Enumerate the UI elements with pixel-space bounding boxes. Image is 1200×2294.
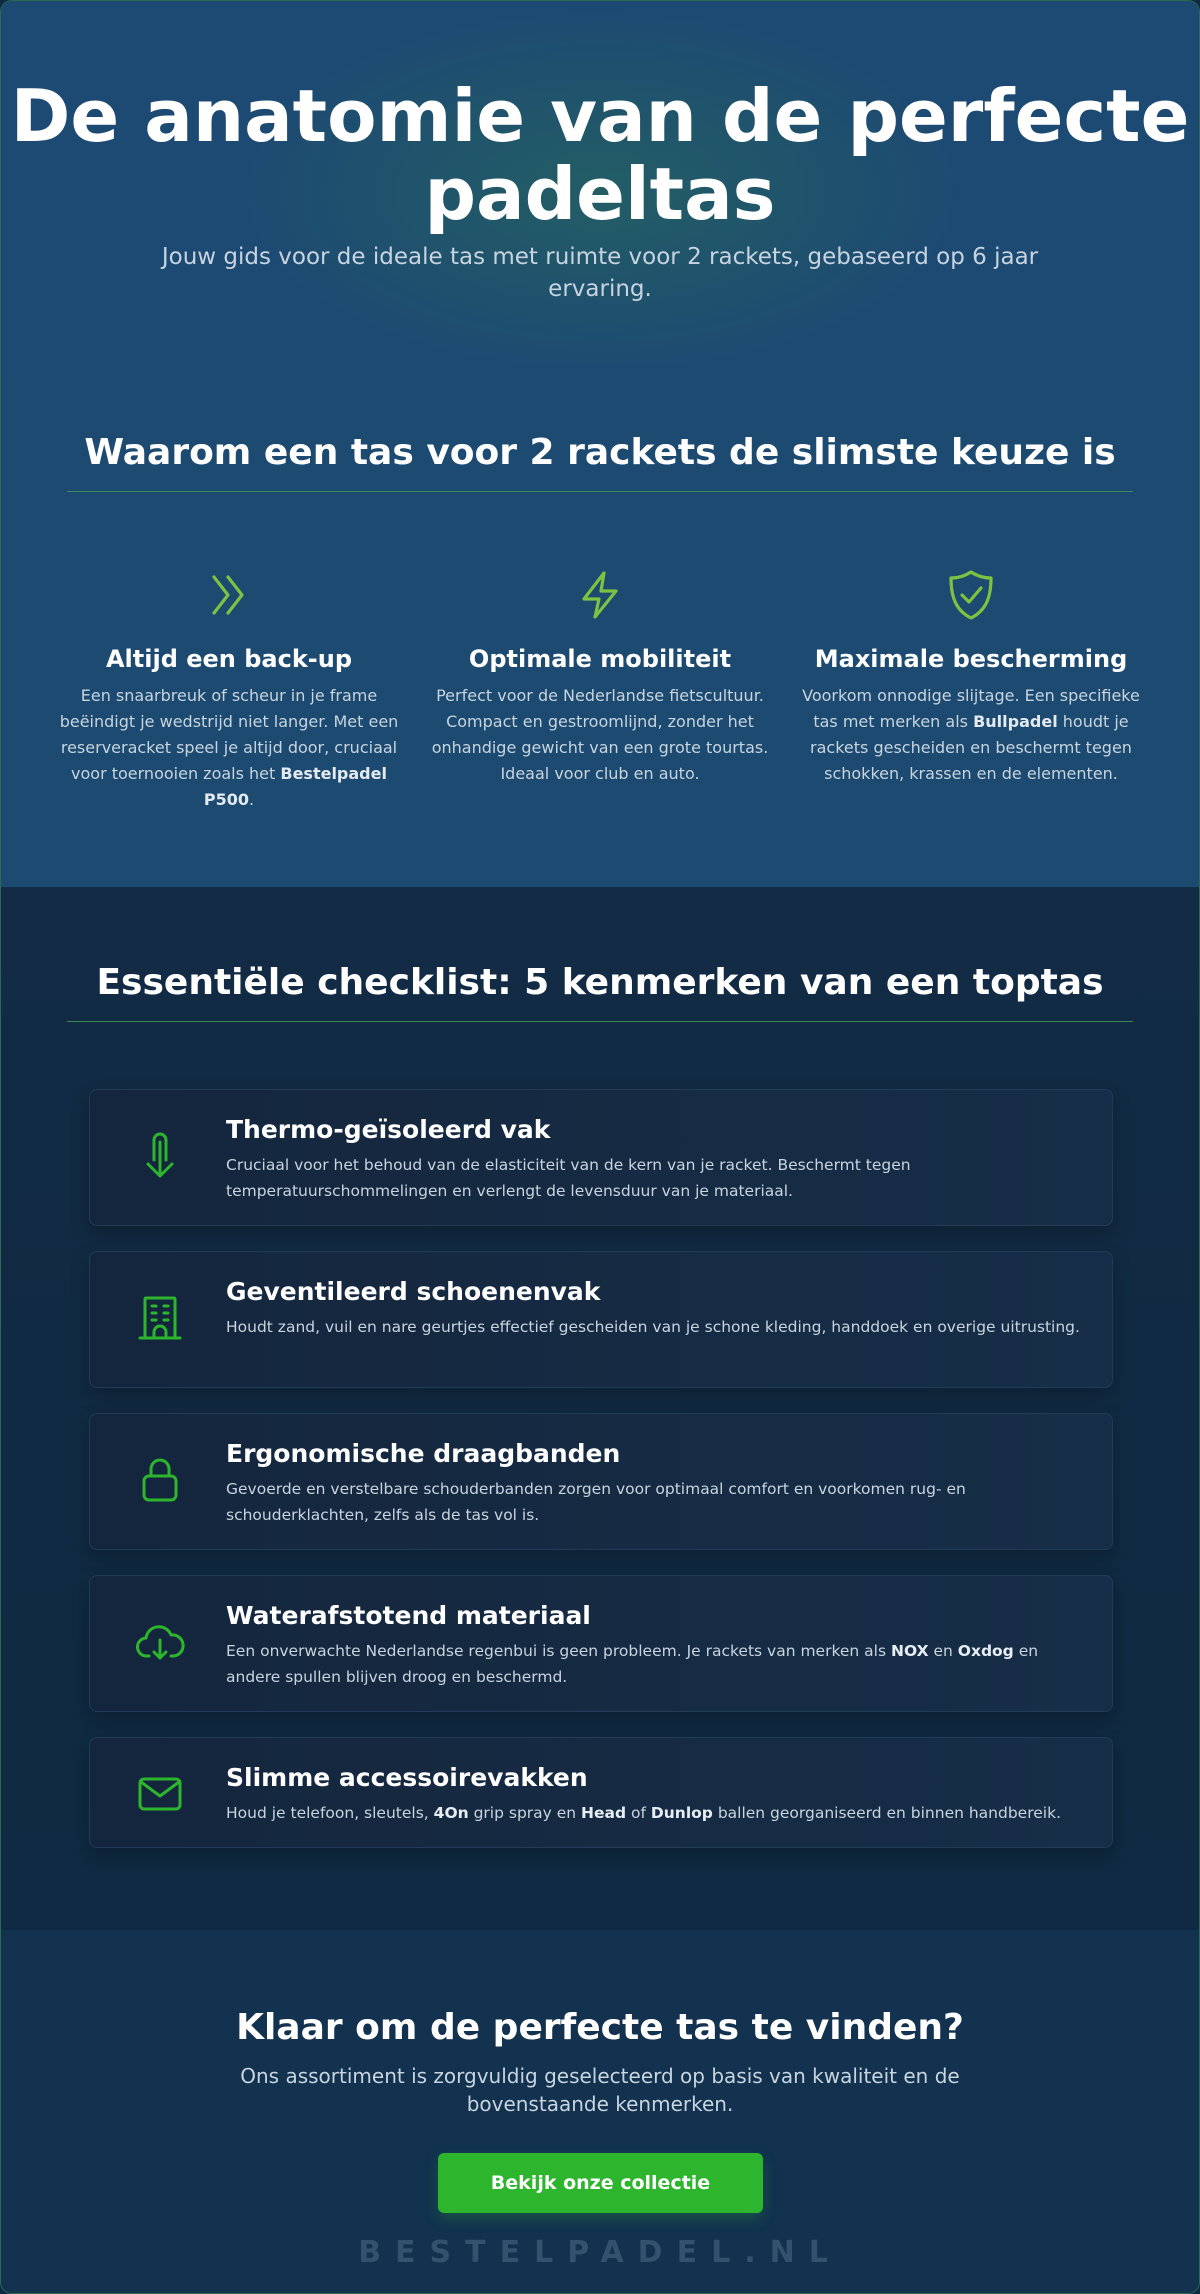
cta-title: Klaar om de perfecte tas te vinden? <box>236 2007 964 2048</box>
cta-subtitle: Ons assortiment is zorgvuldig geselecteerd op basis van kwaliteit en de bovenstaande kenmerken. <box>240 2064 960 2116</box>
hero-subtitle: Jouw gids voor de ideale tas met ruimte voor 2 rackets, gebaseerd op 6 jaar ervaring. <box>161 244 1039 302</box>
why-section-title: Waarom een tas voor 2 rackets de slimste keuze is <box>84 432 1116 473</box>
checklist-item-title: Thermo-geïsoleerd vak <box>226 1115 551 1144</box>
why-section <box>1 381 1199 887</box>
checklist-section <box>1 887 1199 1930</box>
cloud-download-icon <box>134 1616 186 1668</box>
checklist-item-text: Cruciaal voor het behoud van de elasticiteit van de kern van je racket. Beschermt tegen temperatuurschommelingen en verlengt de levensduur van je materiaal. <box>226 1156 911 1200</box>
feature-backup <box>59 567 399 813</box>
page-title: De anatomie van de perfecte padeltas <box>10 74 1190 236</box>
feature-text: Voorkom onnodige slijtage. Een specifieke tas met merken als Bullpadel houdt je rackets gescheiden en beschermt tegen schokken, krassen en de elementen. <box>802 686 1140 783</box>
thermometer-down-icon <box>134 1130 186 1182</box>
building-icon <box>134 1292 186 1344</box>
feature-text: Een snaarbreuk of scheur in je frame beëindigt je wedstrijd niet langer. Met een reserveracket speel je altijd door, cruciaal voor toernooien zoals het Bestelpadel P500. <box>59 686 399 809</box>
shield-check-icon <box>943 567 999 623</box>
brand-wordmark: BESTELPADEL.NL <box>358 2235 842 2270</box>
view-collection-button[interactable]: Bekijk onze collectie <box>438 2153 763 2213</box>
checklist-item-title: Ergonomische draagbanden <box>226 1439 621 1468</box>
checklist-item-text: Houd je telefoon, sleutels, 4On grip spray en Head of Dunlop ballen georganiseerd en binnen handbereik. <box>226 1804 1061 1822</box>
checklist-item <box>89 1089 1113 1226</box>
checklist-item <box>89 1413 1113 1550</box>
section-divider <box>67 1021 1133 1022</box>
checklist-item-text: Gevoerde en verstelbare schouderbanden zorgen voor optimaal comfort en voorkomen rug- en schouderklachten, zelfs als de tas vol is. <box>226 1480 966 1524</box>
envelope-icon <box>134 1768 186 1820</box>
section-divider <box>67 491 1133 492</box>
cta-section <box>1 1930 1199 2294</box>
checklist-item-title: Geventileerd schoenenvak <box>226 1277 601 1306</box>
checklist-item <box>89 1737 1113 1848</box>
double-chevron-right-icon <box>201 567 257 623</box>
lock-icon <box>134 1454 186 1506</box>
feature-title: Optimale mobiliteit <box>468 645 732 673</box>
checklist-item-title: Waterafstotend materiaal <box>226 1601 591 1630</box>
feature-text: Perfect voor de Nederlandse fietscultuur. Compact en gestroomlijnd, zonder het onhandige gewicht van een grote tourtas. Ideaal voor club en auto. <box>431 686 769 783</box>
hero-section <box>1 1 1199 381</box>
checklist-item-text: Houdt zand, vuil en nare geurtjes effectief gescheiden van je schone kleding, handdoek en overige uitrusting. <box>226 1318 1080 1336</box>
lightning-icon <box>572 567 628 623</box>
checklist-item <box>89 1251 1113 1388</box>
feature-mobility <box>430 567 770 787</box>
feature-title: Altijd een back-up <box>105 645 353 673</box>
checklist-section-title: Essentiële checklist: 5 kenmerken van een toptas <box>96 962 1104 1003</box>
checklist-item <box>89 1575 1113 1712</box>
checklist-item-text: Een onverwachte Nederlandse regenbui is geen probleem. Je rackets van merken als NOX en Oxdog en andere spullen blijven droog en beschermd. <box>226 1642 1039 1686</box>
feature-protection <box>801 567 1141 787</box>
feature-title: Maximale bescherming <box>814 645 1128 673</box>
checklist-item-title: Slimme accessoirevakken <box>226 1763 588 1792</box>
